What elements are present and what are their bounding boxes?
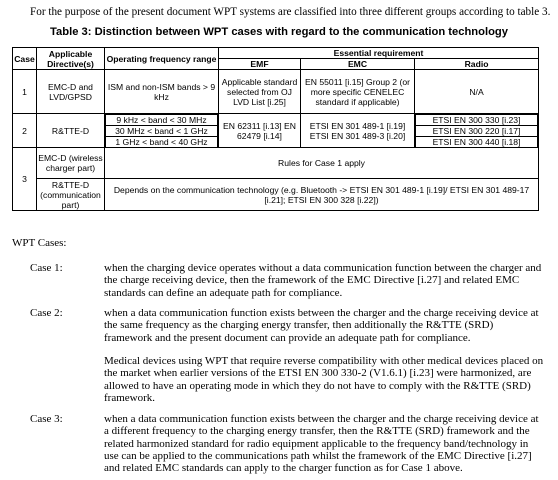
- header-radio: Radio: [415, 59, 539, 70]
- case3-label: Case 3:: [30, 413, 63, 425]
- header-emc: EMC: [301, 59, 415, 70]
- row2-radio-3: ETSI EN 300 440 [i.18]: [416, 137, 538, 148]
- row3-directive-a: EMC-D (wireless charger part): [37, 148, 105, 179]
- case1-label: Case 1:: [30, 262, 63, 274]
- row2-ranges: [105, 114, 219, 148]
- case2-note: Medical devices using WPT that require reverse compatibility with other medical devices placed on the market when earlier versions of the ETSI EN 300 330-2 (V1.6.1) [i.23] were harmonized, are allowed to have an operating mode in which they do not have to comply with the R&TTE (SRD) framework.: [104, 355, 544, 404]
- row2-case: 2: [13, 114, 37, 148]
- header-essential: Essential requirement: [219, 48, 539, 59]
- row1-range: ISM and non-ISM bands > 9 kHz: [105, 70, 219, 114]
- row2-directive: R&TTE-D: [37, 114, 105, 148]
- row2-radio: [415, 114, 539, 148]
- case2-label: Case 2:: [30, 307, 63, 319]
- row2-emc: [301, 114, 415, 148]
- row3-case: 3: [13, 148, 37, 211]
- header-directive: Applicable Directive(s): [37, 48, 105, 70]
- case3-text: when a data communication function exists between the charger and the charge receiving device at a different frequency to the charging energy transfer, then the R&TTE (SRD) framework and the related harmonized standard for radio equipment applicable to the frequency band/technology in use can be applied to the communications path whilst the framework of the EMC Directive [i.27] and related EMC standards can apply to the charger function as for Case 1 above.: [104, 413, 539, 475]
- header-emf: EMF: [219, 59, 301, 70]
- cases-heading: WPT Cases:: [12, 237, 67, 249]
- table-row: [13, 114, 539, 148]
- row1-radio: N/A: [415, 70, 539, 114]
- row1-directive: EMC-D and LVD/GPSD: [37, 70, 105, 114]
- row3-directive-b: R&TTE-D (communication part): [37, 179, 105, 211]
- row1-emf: Applicable standard selected from OJ LVD List [i.25]: [219, 70, 301, 114]
- header-case: Case: [13, 48, 37, 70]
- row3-text-a: Rules for Case 1 apply: [105, 148, 539, 179]
- table-row: [13, 179, 539, 211]
- row2-emc-1: ETSI EN 301 489-1 [i.19]: [309, 120, 406, 131]
- row2-range-3: 1 GHz < band < 40 GHz: [106, 137, 218, 148]
- intro-text: For the purpose of the present document WPT systems are classified into three different groups according to table 3.: [30, 6, 551, 18]
- row1-case: 1: [13, 70, 37, 114]
- row1-emc: EN 55011 [i.15] Group 2 (or more specific CENELEC standard if applicable): [301, 70, 415, 114]
- row2-emf: EN 62311 [i.13] EN 62479 [i.14]: [219, 114, 301, 148]
- row3-text-b: Depends on the communication technology (e.g. Bluetooth -> ETSI EN 301 489-1 [i.19]/ ETSI EN 301 489-17 [i.21]; ETSI EN 300 328 [i.22]): [105, 179, 539, 211]
- row2-range-1: 9 kHz < band < 30 MHz: [106, 115, 218, 126]
- case2-text: when a data communication function exists between the charger and the charge receiving device at the same frequency as the charging energy transfer, then additionally the R&TTE (SRD) framework and the present document can provide an adequate path for compliance.: [104, 307, 539, 344]
- table-row: [13, 148, 539, 179]
- header-range: Operating frequency range: [105, 48, 219, 70]
- row2-range-2: 30 MHz < band < 1 GHz: [106, 126, 218, 137]
- row2-radio-2: ETSI EN 300 220 [i.17]: [416, 126, 538, 137]
- row2-radio-1: ETSI EN 300 330 [i.23]: [416, 115, 538, 126]
- wpt-cases-table: [12, 47, 539, 211]
- table-title: Table 3: Distinction between WPT cases with regard to the communication technology: [50, 26, 508, 38]
- row2-emc-2: ETSI EN 301 489-3 [i.20]: [309, 130, 406, 141]
- table-row: [13, 70, 539, 114]
- case1-text: when the charging device operates without a data communication function between the charger and the charge receiving device, then the framework of the EMC Directive [i.27] and related EMC standards can define an adequate path for compliance.: [104, 262, 542, 299]
